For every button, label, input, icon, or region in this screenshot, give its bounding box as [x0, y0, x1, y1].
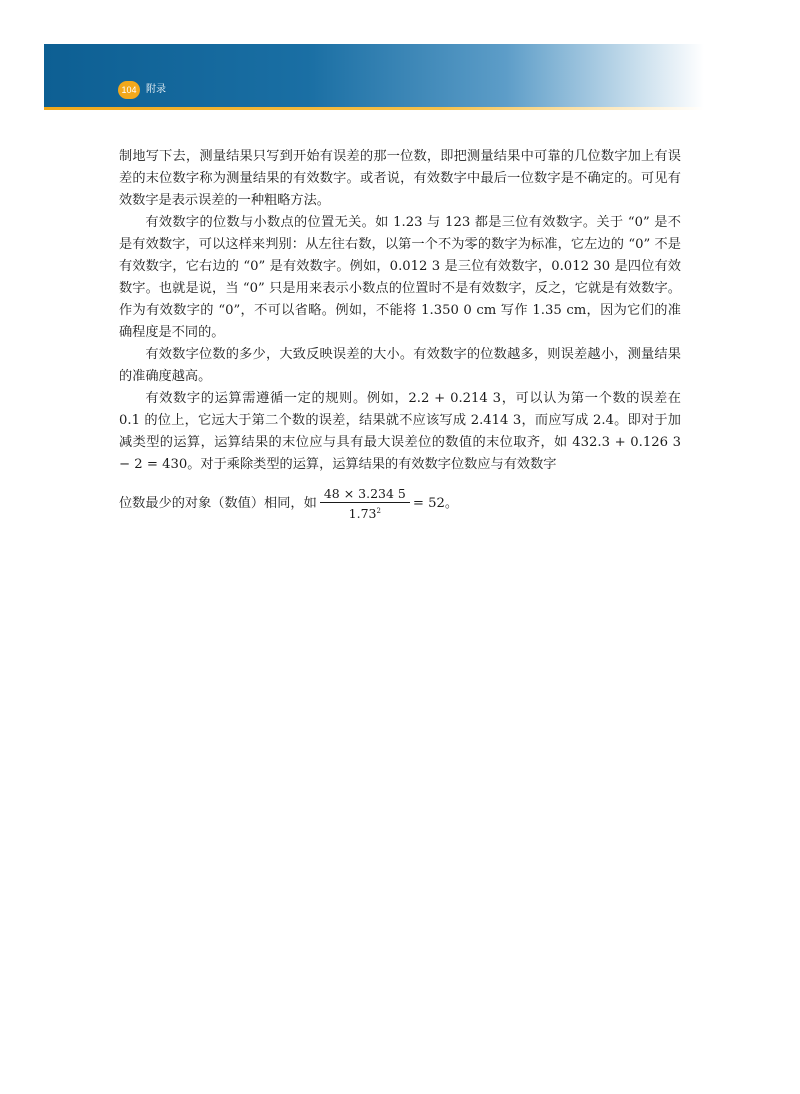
formula-lead-text: 位数最少的对象（数值）相同，如 — [119, 496, 317, 512]
header-rule — [44, 107, 704, 110]
page-number-badge: 104 — [118, 81, 140, 99]
fraction-numerator: 48 × 3.234 5 — [320, 486, 410, 503]
denominator-exponent: 2 — [376, 507, 381, 515]
formula-line — [119, 486, 681, 522]
formula-result: = 52。 — [412, 496, 459, 512]
paragraph-significant-figures: 有效数字的位数与小数点的位置无关。如 1.23 与 123 都是三位有效数字。关于 “0” 是不是有效数字，可以这样来判别：从左往右数，以第一个不为零的数字为标准，它左边的 “0” 不是有效数字，它右边的 “0” 是有效数字。例如，0.012 3 是三位有效数字，0.012 30 是四位有效数字。也就是说，当 “0” 只是用来表示小数点的位置时不是有效数字，反之，它就是有效数字。作为有效数字的 “0”，不可以省略。例如，不能将 1.350 0 cm 写作 1.35 cm，因为它们的准确程度是不同的。 — [119, 215, 681, 340]
section-label: 附录 — [146, 84, 166, 95]
denominator-base: 1.73 — [348, 506, 377, 522]
body-text — [119, 146, 681, 522]
fraction — [320, 486, 410, 522]
header-band — [44, 44, 704, 107]
fraction-denominator — [345, 503, 385, 522]
paragraph-operation-rules: 有效数字的运算需遵循一定的规则。例如，2.2 + 0.214 3，可以认为第一个数的误差在 0.1 的位上，它远大于第二个数的误差，结果就不应该写成 2.414 3，而应写成 2.4。即对于加减类型的运算，运算结果的末位应与具有最大误差位的数值的末位取齐，如 432.3 + 0.126 3 − 2 = 430。对于乘除类型的运算，运算结果的有效数字位数应与有效数字 — [119, 391, 681, 472]
paragraph-continuation: 制地写下去，测量结果只写到开始有误差的那一位数，即把测量结果中可靠的几位数字加上有误差的末位数字称为测量结果的有效数字。或者说，有效数字中最后一位数字是不确定的。可见有效数字是表示误差的一种粗略方法。 — [119, 149, 681, 208]
paragraph-precision: 有效数字位数的多少，大致反映误差的大小。有效数字的位数越多，则误差越小，测量结果的准确度越高。 — [119, 347, 681, 384]
